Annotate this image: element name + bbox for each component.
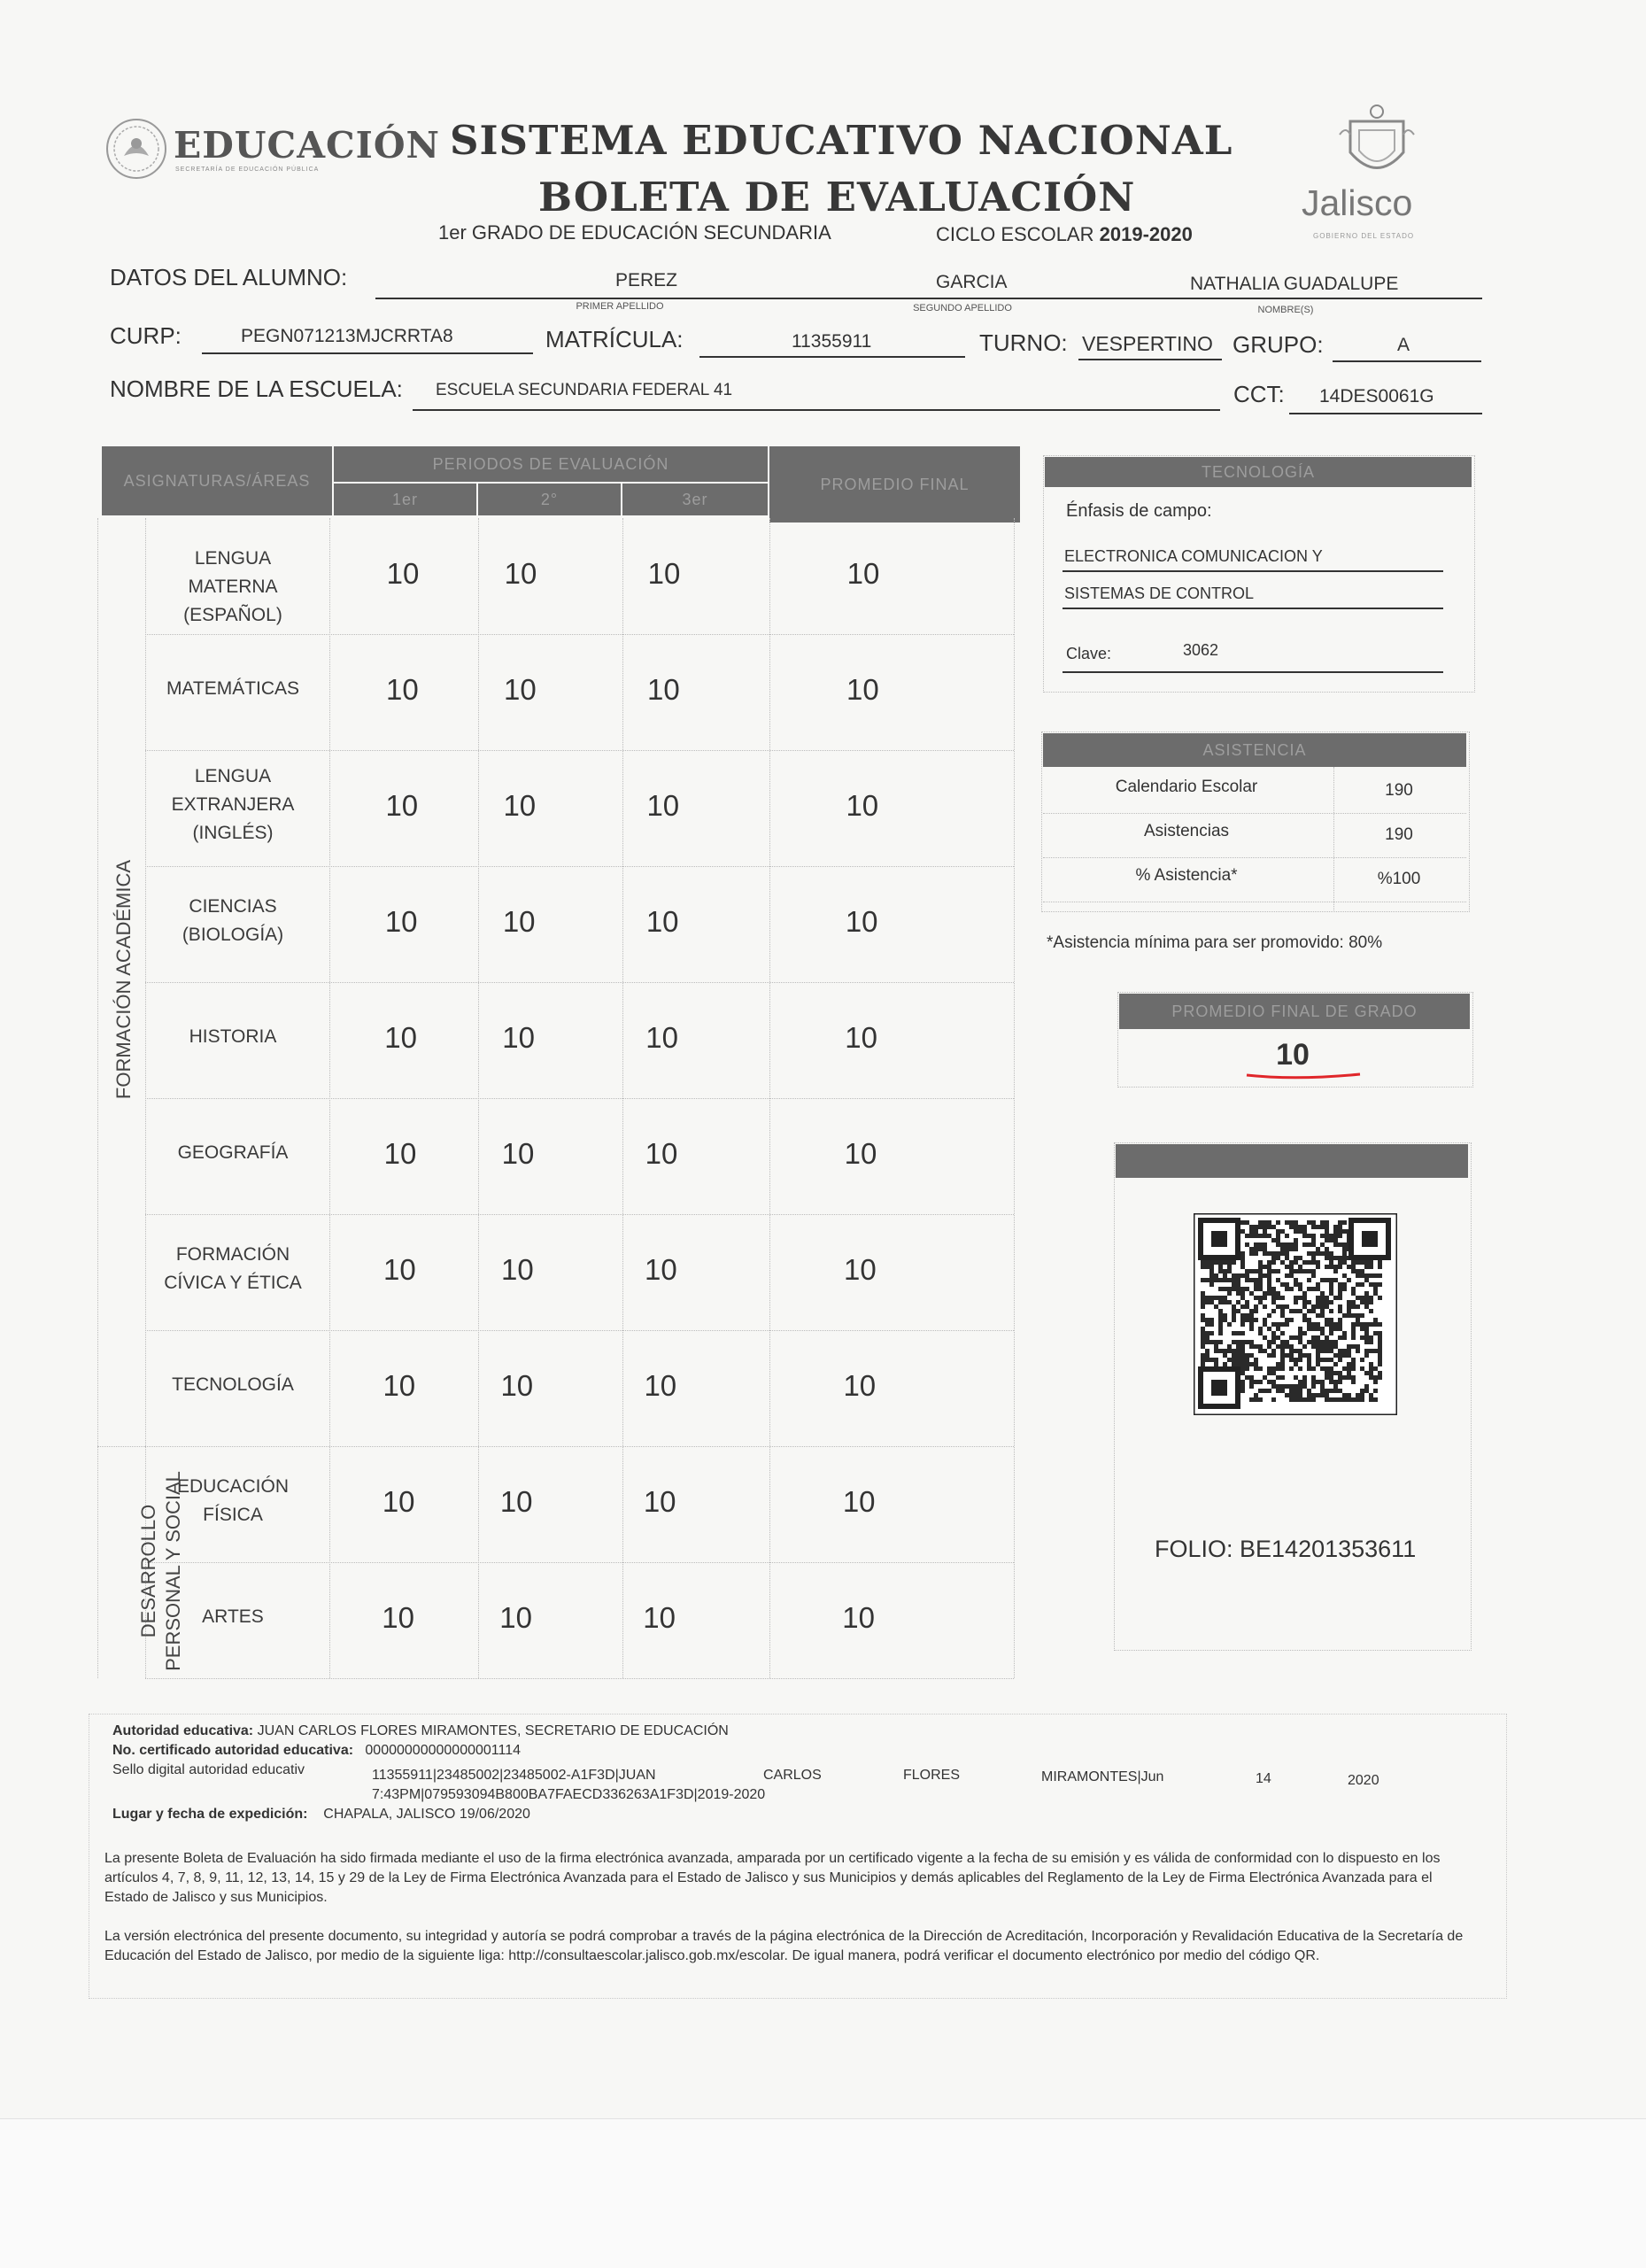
- col-final-header: PROMEDIO FINAL: [769, 446, 1020, 522]
- period-1-header: 1er: [334, 484, 476, 515]
- red-underline-mark: [1243, 1070, 1364, 1082]
- period-grade: 10: [386, 557, 420, 590]
- subject-name: MATEMÁTICAS: [166, 677, 300, 699]
- asistencia-row-value: %100: [1377, 870, 1421, 888]
- sello-part-3: FLORES: [903, 1768, 961, 1783]
- enfasis-line1-underline: [1063, 570, 1443, 572]
- period-grade: 10: [644, 1369, 677, 1402]
- period-grade: 10: [499, 1601, 532, 1634]
- autoridad-line: Autoridad educativa: JUAN CARLOS FLORES MIRAMONTES, SECRETARIO DE EDUCACIÓN: [112, 1723, 729, 1738]
- school-underline: [413, 409, 1220, 411]
- subject-name: HISTORIA: [189, 1026, 277, 1047]
- period-3-header: 3er: [622, 484, 768, 515]
- sello-part-2: CARLOS: [763, 1768, 822, 1783]
- given-names: NATHALIA GUADALUPE: [1190, 274, 1399, 294]
- lugar-line: Lugar y fecha de expedición: CHAPALA, JALISCO 19/06/2020: [112, 1807, 530, 1822]
- final-grade: 10: [846, 557, 880, 590]
- period-grade: 10: [500, 1369, 534, 1402]
- legal-paragraph-2: La versión electrónica del presente documento, su integridad y autoría se podrá comprobar a través de la página electrónica de la Dirección de Acreditación, Incorporación y Revalidación Educativa de la Secretaría de Educación del Estado de Jalisco, por medio de la siguiente liga: http://consultaescolar.jalisco.gob.mx/escolar. De igual manera, podrá verificar el documento electrónico por medio del código QR.: [104, 1929, 1464, 1963]
- student-name-underline: [375, 298, 1482, 299]
- curp-value: PEGN071213MJCRRTA8: [241, 326, 453, 346]
- asistencia-row-label: % Asistencia*: [1135, 866, 1238, 885]
- subject-name: LENGUA MATERNA (ESPAÑOL): [183, 547, 282, 625]
- asistencia-row-value: 190: [1385, 781, 1413, 800]
- subject-name: LENGUA EXTRANJERA (INGLÉS): [171, 765, 295, 843]
- first-surname: PEREZ: [615, 270, 678, 290]
- enfasis-line2-underline: [1063, 608, 1443, 609]
- period-grade: 10: [386, 673, 419, 706]
- period-grade: 10: [643, 1485, 676, 1518]
- period-grade: 10: [643, 1601, 676, 1634]
- given-names-caption: NOMBRE(S): [1257, 305, 1314, 315]
- grade-level: 1er GRADO DE EDUCACIÓN SECUNDARIA: [438, 221, 831, 244]
- asistencia-row-divider: [1043, 813, 1466, 814]
- grid-hline: [145, 1098, 1014, 1099]
- enfasis-line2: SISTEMAS DE CONTROL: [1064, 584, 1255, 602]
- grid-hline: [145, 1214, 1014, 1215]
- col-subjects-header: ASIGNATURAS/ÁREAS: [102, 446, 332, 515]
- promedio-header: PROMEDIO FINAL DE GRADO: [1119, 994, 1470, 1029]
- cert-line: No. certificado autoridad educativa: 00000000000000001114: [112, 1743, 521, 1758]
- sello-part-1: 11355911|23485002|23485002-A1F3D|JUAN: [372, 1768, 656, 1783]
- folio: FOLIO: BE14201353611: [1155, 1536, 1417, 1562]
- educacion-logo-text: EDUCACIÓN: [174, 124, 441, 166]
- school-label: NOMBRE DE LA ESCUELA:: [110, 375, 403, 402]
- asistencia-row-label: Asistencias: [1143, 822, 1230, 840]
- grid-hline: [145, 1678, 1014, 1679]
- matricula-label: MATRÍCULA:: [545, 326, 684, 352]
- subject-name: ARTES: [202, 1606, 264, 1627]
- period-grade: 10: [383, 1137, 417, 1170]
- period-grade: 10: [382, 1485, 415, 1518]
- asistencia-note: *Asistencia mínima para ser promovido: 80%: [1047, 933, 1383, 952]
- enfasis-line1: ELECTRONICA COMUNICACION Y: [1064, 547, 1323, 565]
- group-social-label: DESARROLLO PERSONAL Y SOCIAL: [137, 1471, 184, 1671]
- jalisco-logo-subtitle: GOBIERNO DEL ESTADO: [1313, 232, 1415, 240]
- asistencia-row-label: Calendario Escolar: [1115, 778, 1258, 796]
- period-grade: 10: [384, 905, 418, 938]
- period-grade: 10: [647, 673, 680, 706]
- asistencia-row-value: 190: [1385, 825, 1413, 844]
- mexico-seal-icon: [104, 117, 168, 181]
- grid-hline: [145, 1446, 1014, 1447]
- legal-paragraph-1: La presente Boleta de Evaluación ha sido firmada mediante el uso de la firma electrónica avanzada, amparada por un certificado vigente a la fecha de su emisión y es válida de conformidad con lo dispuesto en los artículos 4, 7, 8, 9, 11, 12, 13, 14, 15 y 29 de la Ley de Firma Electrónica Avanzada para el Estado de Jalisco y sus Municipios y demás aplicables del Reglamento de la Ley de Firma Electrónica Avanzada para el Estado de Jalisco y sus Municipios.: [104, 1851, 1441, 1905]
- sello-part-6: 2020: [1348, 1773, 1379, 1788]
- qr-header: [1116, 1144, 1468, 1178]
- period-grade: 10: [504, 673, 537, 706]
- period-grade: 10: [501, 1253, 534, 1286]
- school-value: ESCUELA SECUNDARIA FEDERAL 41: [436, 381, 733, 399]
- qr-code-icon[interactable]: [1194, 1213, 1397, 1415]
- clave-label: Clave:: [1066, 645, 1112, 662]
- school-cycle: CICLO ESCOLAR 2019-2020: [936, 223, 1193, 245]
- school-cycle-value: 2019-2020: [1099, 223, 1193, 245]
- final-grade: 10: [846, 789, 879, 822]
- period-grade: 10: [645, 905, 679, 938]
- cct-value: 14DES0061G: [1319, 386, 1434, 406]
- period-grade: 10: [502, 1021, 535, 1054]
- period-grade: 10: [647, 557, 681, 590]
- student-data-label: DATOS DEL ALUMNO:: [110, 264, 348, 290]
- period-2-header: 2°: [478, 484, 621, 515]
- grid-hline: [145, 1330, 1014, 1331]
- turno-underline: [1078, 359, 1222, 360]
- period-grade: 10: [502, 905, 536, 938]
- curp-underline: [202, 352, 533, 354]
- final-grade: 10: [842, 1485, 876, 1518]
- period-grade: 10: [503, 789, 537, 822]
- period-grade: 10: [504, 557, 537, 590]
- grupo-underline: [1333, 360, 1481, 362]
- grid-hline: [145, 982, 1014, 983]
- sello-label: Sello digital autoridad educativ: [112, 1762, 305, 1777]
- final-grade: 10: [844, 1253, 877, 1286]
- cct-underline: [1289, 413, 1482, 414]
- turno-value: VESPERTINO: [1082, 332, 1213, 355]
- educacion-logo-subtitle: SECRETARÍA DE EDUCACIÓN PÚBLICA: [175, 166, 320, 173]
- cct-label: CCT:: [1233, 381, 1285, 407]
- promedio-value: 10: [1276, 1038, 1310, 1072]
- asistencia-col-divider: [1333, 767, 1334, 910]
- grid-hline: [145, 866, 1014, 867]
- final-grade: 10: [845, 905, 878, 938]
- second-surname: GARCIA: [936, 272, 1008, 292]
- sello-part-5: 14: [1256, 1771, 1271, 1786]
- group-academic-label: FORMACIÓN ACADÉMICA: [112, 859, 135, 1100]
- grupo-value: A: [1397, 335, 1410, 355]
- grid-hline: [145, 1562, 1014, 1563]
- first-surname-caption: PRIMER APELLIDO: [576, 301, 664, 312]
- sello-line2: 7:43PM|079593094B800BA7FAECD336263A1F3D|2019-2020: [372, 1787, 766, 1802]
- jalisco-logo-text: Jalisco: [1302, 182, 1413, 223]
- asistencia-row-divider: [1043, 857, 1466, 858]
- grid-vline: [1014, 518, 1015, 1678]
- period-grade: 10: [645, 1253, 677, 1286]
- period-grade: 10: [645, 1021, 678, 1054]
- page-bottom-margin: [0, 2118, 1646, 2268]
- col-periods-header: PERIODOS DE EVALUACIÓN: [334, 446, 768, 482]
- period-grade: 10: [383, 1253, 416, 1286]
- document-title-line2: BOLETA DE EVALUACIÓN: [538, 174, 1136, 221]
- grid-hline: [145, 750, 1014, 751]
- period-grade: 10: [385, 789, 419, 822]
- tecnologia-header: TECNOLOGÍA: [1045, 457, 1472, 487]
- grupo-label: GRUPO:: [1233, 331, 1324, 358]
- curp-label: CURP:: [110, 322, 182, 349]
- final-grade: 10: [846, 673, 879, 706]
- clave-value: 3062: [1183, 641, 1219, 659]
- document-title-line1: SISTEMA EDUCATIVO NACIONAL: [450, 117, 1233, 164]
- grid-vline-left: [97, 518, 98, 1678]
- period-grade: 10: [646, 789, 680, 822]
- subject-name: CIENCIAS (BIOLOGÍA): [182, 895, 284, 945]
- grid-hline: [145, 634, 1014, 635]
- group-separator: [97, 1446, 145, 1447]
- subject-name: EDUCACIÓN FÍSICA: [176, 1475, 289, 1525]
- clave-underline: [1063, 671, 1443, 673]
- subject-name: TECNOLOGÍA: [172, 1374, 294, 1395]
- final-grade: 10: [845, 1021, 877, 1054]
- enfasis-label: Énfasis de campo:: [1066, 501, 1212, 521]
- final-grade: 10: [843, 1369, 877, 1402]
- final-grade: 10: [844, 1137, 877, 1170]
- period-grade: 10: [384, 1021, 417, 1054]
- second-surname-caption: SEGUNDO APELLIDO: [913, 303, 1012, 313]
- asistencia-header: ASISTENCIA: [1043, 733, 1466, 767]
- sello-part-4: MIRAMONTES|Jun: [1041, 1769, 1164, 1784]
- final-grade: 10: [842, 1601, 875, 1634]
- period-grade: 10: [382, 1601, 414, 1634]
- turno-label: TURNO:: [979, 329, 1068, 356]
- subject-name: GEOGRAFÍA: [177, 1142, 289, 1163]
- period-grade: 10: [645, 1137, 678, 1170]
- period-grade: 10: [383, 1369, 416, 1402]
- period-grade: 10: [501, 1137, 535, 1170]
- subject-name: FORMACIÓN CÍVICA Y ÉTICA: [164, 1243, 302, 1293]
- matricula-value: 11355911: [792, 331, 872, 352]
- jalisco-crest-icon: [1333, 99, 1421, 188]
- period-grade: 10: [499, 1485, 533, 1518]
- matricula-underline: [699, 356, 965, 358]
